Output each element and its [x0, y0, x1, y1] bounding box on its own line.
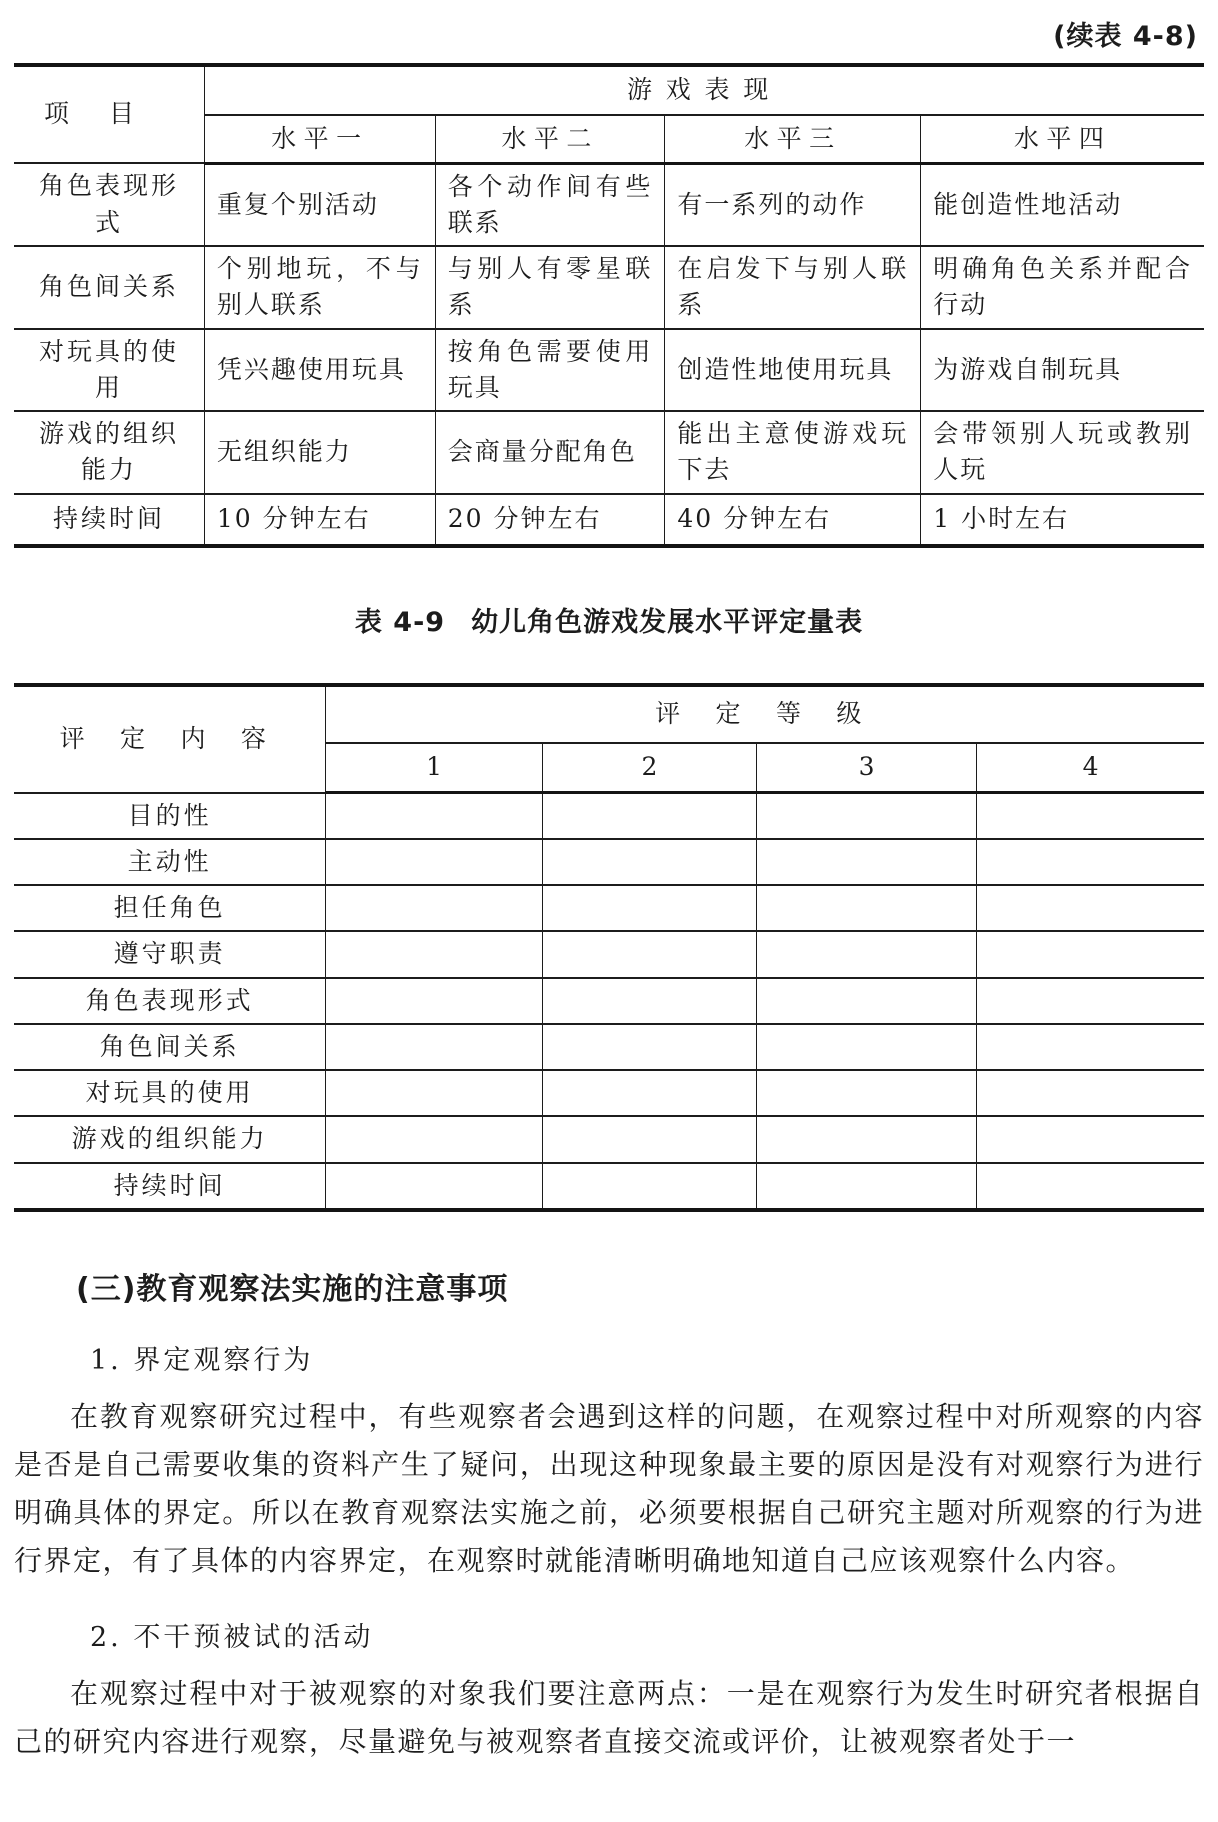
- row-label-cell: 角色间关系: [14, 246, 204, 329]
- rating-cell: [757, 1116, 977, 1162]
- rating-cell: [326, 793, 543, 839]
- table-row: [14, 163, 1204, 246]
- table1-group-header-cell: 游戏表现: [204, 65, 1204, 115]
- table-row: [14, 978, 1204, 1024]
- rating-cell: [977, 1163, 1204, 1210]
- caption-number: 表 4-9: [354, 606, 446, 638]
- notes-section: [14, 1264, 1204, 1766]
- rating-cell: [757, 839, 977, 885]
- caption-title: 幼儿角色游戏发展水平评定量表: [471, 606, 864, 638]
- table1-level2-header-cell: 水平二: [435, 115, 665, 163]
- table-cell: 重复个别活动: [204, 163, 435, 246]
- rating-cell: [326, 885, 543, 931]
- row-label-cell: 游戏的组织能力: [14, 411, 204, 494]
- table-cell: 有一系列的动作: [665, 163, 921, 246]
- rating-cell: [977, 1116, 1204, 1162]
- table-cell: 40 分钟左右: [665, 494, 921, 546]
- table-cell: 1 小时左右: [921, 494, 1204, 546]
- row-label-cell: 角色表现形式: [14, 163, 204, 246]
- row-label-cell: 持续时间: [14, 1163, 326, 1210]
- table-row: [14, 839, 1204, 885]
- rating-cell: [977, 1024, 1204, 1070]
- table-cell: 20 分钟左右: [435, 494, 665, 546]
- table-cell: 会带领别人玩或教别人玩: [921, 411, 1204, 494]
- table-row: [14, 885, 1204, 931]
- rating-cell: [977, 978, 1204, 1024]
- grade-2-header-cell: 2: [542, 743, 756, 793]
- rating-cell: [757, 1024, 977, 1070]
- table-cell: 能创造性地活动: [921, 163, 1204, 246]
- rating-cell: [757, 885, 977, 931]
- table-4-8-continued: [14, 63, 1204, 548]
- rating-cell: [326, 839, 543, 885]
- rating-cell: [542, 978, 756, 1024]
- rating-cell: [542, 1024, 756, 1070]
- table-cell: 能出主意使游戏玩下去: [665, 411, 921, 494]
- rating-cell: [977, 793, 1204, 839]
- table-row: [14, 793, 1204, 839]
- table-cell: 按角色需要使用玩具: [435, 329, 665, 412]
- rating-cell: [326, 978, 543, 1024]
- row-label-cell: 目的性: [14, 793, 326, 839]
- table-row: [14, 1070, 1204, 1116]
- row-label-cell: 对玩具的使用: [14, 329, 204, 412]
- rating-cell: [757, 1163, 977, 1210]
- table1-level3-header-cell: 水平三: [665, 115, 921, 163]
- table-cell: 明确角色关系并配合行动: [921, 246, 1204, 329]
- rating-cell: [326, 931, 543, 977]
- rating-cell: [542, 839, 756, 885]
- rating-cell: [542, 931, 756, 977]
- table-cell: 个别地玩，不与别人联系: [204, 246, 435, 329]
- table-cell: 10 分钟左右: [204, 494, 435, 546]
- rating-cell: [977, 885, 1204, 931]
- table-header-row: [14, 65, 1204, 115]
- table-cell: 与别人有零星联系: [435, 246, 665, 329]
- rating-cell: [542, 1163, 756, 1210]
- rating-cell: [757, 1070, 977, 1116]
- table-row: [14, 1163, 1204, 1210]
- table1-item-header-cell: 项目: [14, 65, 204, 163]
- table-cell: 各个动作间有些联系: [435, 163, 665, 246]
- rating-cell: [757, 978, 977, 1024]
- table-cell: 无组织能力: [204, 411, 435, 494]
- table-row: [14, 494, 1204, 546]
- table-4-9-caption: [14, 600, 1204, 639]
- row-label-cell: 角色间关系: [14, 1024, 326, 1070]
- rating-cell: [977, 1070, 1204, 1116]
- paragraph-2: 在观察过程中对于被观察的对象我们要注意两点：一是在观察行为发生时研究者根据自己的研究内容进行观察，尽量避免与被观察者直接交流或评价，让被观察者处于一: [14, 1676, 1204, 1758]
- row-label-cell: 游戏的组织能力: [14, 1116, 326, 1162]
- grade-4-header-cell: 4: [977, 743, 1204, 793]
- table-cell: 创造性地使用玩具: [665, 329, 921, 412]
- rating-cell: [326, 1163, 543, 1210]
- table-cell: 凭兴趣使用玩具: [204, 329, 435, 412]
- table-cell: 在启发下与别人联系: [665, 246, 921, 329]
- continued-table-label: (续表 4-8): [1053, 21, 1198, 52]
- numbered-item-1: 1. 界定观察行为: [90, 1344, 314, 1376]
- grade-3-header-cell: 3: [757, 743, 977, 793]
- rating-cell: [542, 1070, 756, 1116]
- row-label-cell: 主动性: [14, 839, 326, 885]
- table-row: [14, 411, 1204, 494]
- table-cell: 会商量分配角色: [435, 411, 665, 494]
- table2-group-header-cell: 评 定 等 级: [326, 685, 1204, 743]
- table-row: [14, 246, 1204, 329]
- table1-level4-header-cell: 水平四: [921, 115, 1204, 163]
- row-label-cell: 持续时间: [14, 494, 204, 546]
- table-header-row: [14, 685, 1204, 743]
- rating-cell: [542, 1116, 756, 1162]
- rating-cell: [757, 931, 977, 977]
- numbered-item-2: 2. 不干预被试的活动: [90, 1621, 374, 1653]
- table1-level1-header-cell: 水平一: [204, 115, 435, 163]
- table2-content-header-cell: 评 定 内 容: [14, 685, 326, 793]
- paragraph-1: 在教育观察研究过程中，有些观察者会遇到这样的问题，在观察过程中对所观察的内容是否是自己需要收集的资料产生了疑问，出现这种现象最主要的原因是没有对观察行为进行明确具体的界定。所以在教育观察法实施之前，必须要根据自己研究主题对所观察的行为进行界定，有了具体的内容界定，在观察时就能清晰明确地知道自己应该观察什么内容。: [14, 1399, 1204, 1577]
- row-label-cell: 担任角色: [14, 885, 326, 931]
- row-label-cell: 角色表现形式: [14, 978, 326, 1024]
- rating-cell: [326, 1070, 543, 1116]
- section-heading: (三)教育观察法实施的注意事项: [76, 1271, 509, 1307]
- rating-cell: [977, 931, 1204, 977]
- rating-cell: [542, 885, 756, 931]
- rating-cell: [542, 793, 756, 839]
- rating-cell: [326, 1116, 543, 1162]
- table-row: [14, 329, 1204, 412]
- row-label-cell: 对玩具的使用: [14, 1070, 326, 1116]
- rating-cell: [977, 839, 1204, 885]
- rating-cell: [757, 793, 977, 839]
- row-label-cell: 遵守职责: [14, 931, 326, 977]
- table-row: [14, 1116, 1204, 1162]
- table-4-9-rating-scale: [14, 683, 1204, 1212]
- rating-cell: [326, 1024, 543, 1070]
- table-row: [14, 1024, 1204, 1070]
- table-cell: 为游戏自制玩具: [921, 329, 1204, 412]
- grade-1-header-cell: 1: [326, 743, 543, 793]
- table-row: [14, 931, 1204, 977]
